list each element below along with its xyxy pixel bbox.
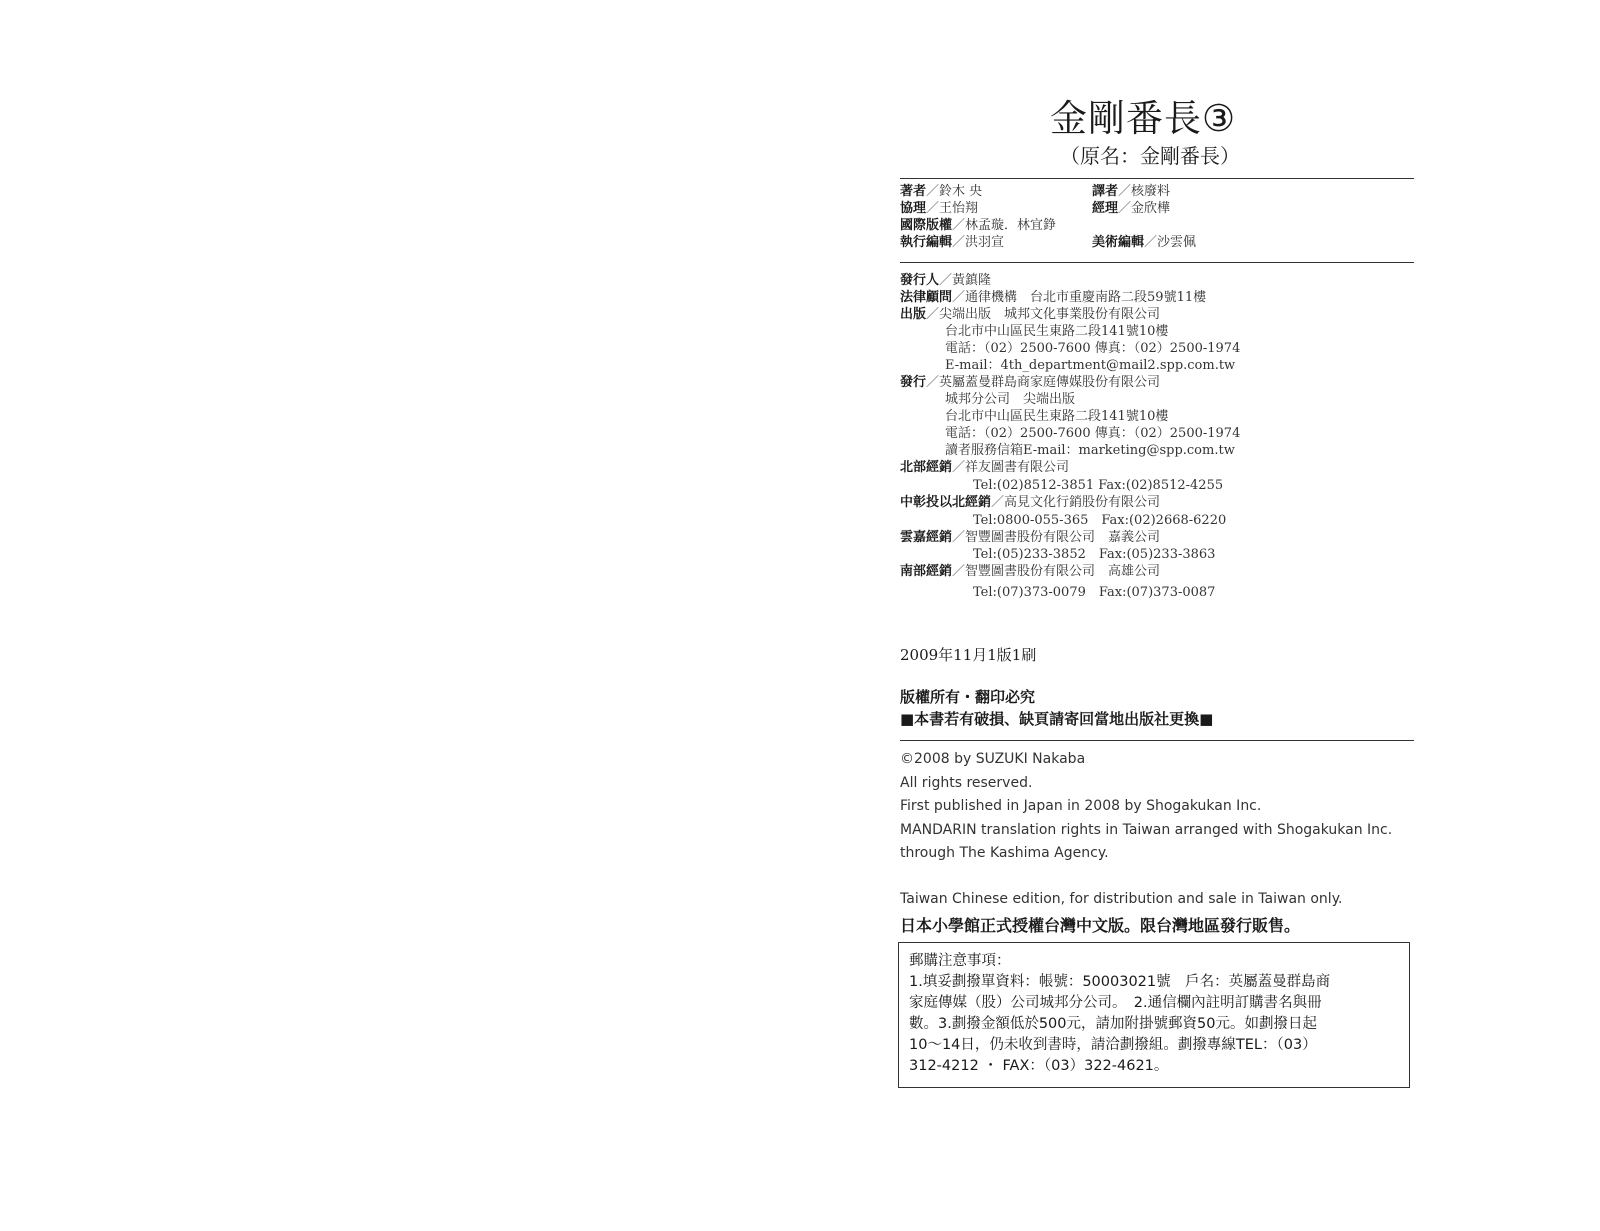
english-first-published: First published in Japan in 2008 by Shogakukan Inc. [900,798,1262,814]
north-distributor: 北部經銷／祥友圖書有限公司 [900,460,1070,475]
distributor-line: 發行／英屬蓋曼群島商家庭傳媒股份有限公司 [900,375,1161,390]
credit-art-editor: 美術編輯／沙雲佩 [1092,235,1197,250]
notice-line: 數。3.劃撥金額低於500元，請加附掛號郵資50元。如劃撥日起 [909,1016,1317,1032]
notice-line: 10～14日，仍未收到書時，請洽劃撥組。劃撥專線TEL：（03） [909,1037,1317,1053]
publisher-phone: 電話：（02）2500-7600 傳真：（02）2500-1974 [945,341,1241,356]
divider [900,740,1414,741]
north-distributor-tel: Tel:(02)8512-3851 Fax:(02)8512-4255 [973,478,1224,493]
notice-title: 郵購注意事項： [909,953,1011,969]
divider [900,262,1414,263]
edition-note-chinese: 日本小學館正式授權台灣中文版。限台灣地區發行販售。 [900,916,1301,935]
distributor-branch: 城邦分公司 尖端出版 [945,392,1076,407]
distributor-email: 讀者服務信箱E-mail：marketing@spp.com.tw [945,443,1235,458]
publisher-line: 出版／尖端出版 城邦文化事業股份有限公司 [900,307,1161,322]
mail-order-notice [898,942,1410,1088]
notice-line: 家庭傳媒（股）公司城邦分公司。 2.通信欄內註明訂購書名與冊 [909,995,1322,1011]
copyright-notice: 版權所有・翻印必究 [900,688,1036,706]
credit-associate: 協理／王怡翔 [900,201,979,216]
credit-manager: 經理／金欣樺 [1092,201,1171,216]
central-distributor: 中彰投以北經銷／高見文化行銷股份有限公司 [900,495,1161,510]
english-translation-rights: MANDARIN translation rights in Taiwan arranged with Shogakukan Inc. [900,822,1393,838]
notice-line: 312-4212 ・ FAX：（03）322-4621。 [909,1058,1169,1074]
colophon-page [900,0,1460,1231]
central-distributor-tel: Tel:0800-055-365 Fax:(02)2668-6220 [973,513,1227,528]
chiayi-distributor-tel: Tel:(05)233-3852 Fax:(05)233-3863 [973,547,1216,562]
south-distributor: 南部經銷／智豐圖書股份有限公司 高雄公司 [900,564,1161,579]
credit-translator: 譯者／核廢料 [1092,184,1171,199]
distributor-address: 台北市中山區民生東路二段141號10樓 [945,409,1169,424]
english-agency: through The Kashima Agency. [900,845,1109,861]
credit-exec-editor: 執行編輯／洪羽宣 [900,235,1005,250]
legal-line: 法律顧問／通律機構 台北市重慶南路二段59號11樓 [900,290,1207,305]
book-original-title: （原名：金剛番長） [1060,144,1240,168]
divider [900,178,1414,179]
issuer-line: 發行人／黃鎮隆 [900,273,992,288]
book-title: 金剛番長③ [1050,97,1237,140]
credit-intl-rights: 國際版權／林孟璇．林宜錚 [900,218,1057,233]
english-rights: All rights reserved. [900,775,1033,791]
edition-date: 2009年11月1版1刷 [900,646,1037,664]
distributor-phone: 電話：（02）2500-7600 傳真：（02）2500-1974 [945,426,1241,441]
credit-author: 著者／鈴木 央 [900,184,983,199]
notice-line: 1.填妥劃撥單資料：帳號：50003021號 戶名：英屬蓋曼群島商 [909,974,1331,990]
chiayi-distributor: 雲嘉經銷／智豐圖書股份有限公司 嘉義公司 [900,530,1161,545]
publisher-address: 台北市中山區民生東路二段141號10樓 [945,324,1169,339]
south-distributor-tel: Tel:(07)373-0079 Fax:(07)373-0087 [973,585,1216,600]
english-copyright: ©2008 by SUZUKI Nakaba [900,751,1086,767]
replacement-notice: ■本書若有破損、缺頁請寄回當地出版社更換■ [900,710,1214,728]
edition-note-english: Taiwan Chinese edition, for distribution and sale in Taiwan only. [900,891,1343,907]
publisher-email: E-mail：4th_department@mail2.spp.com.tw [945,358,1236,373]
